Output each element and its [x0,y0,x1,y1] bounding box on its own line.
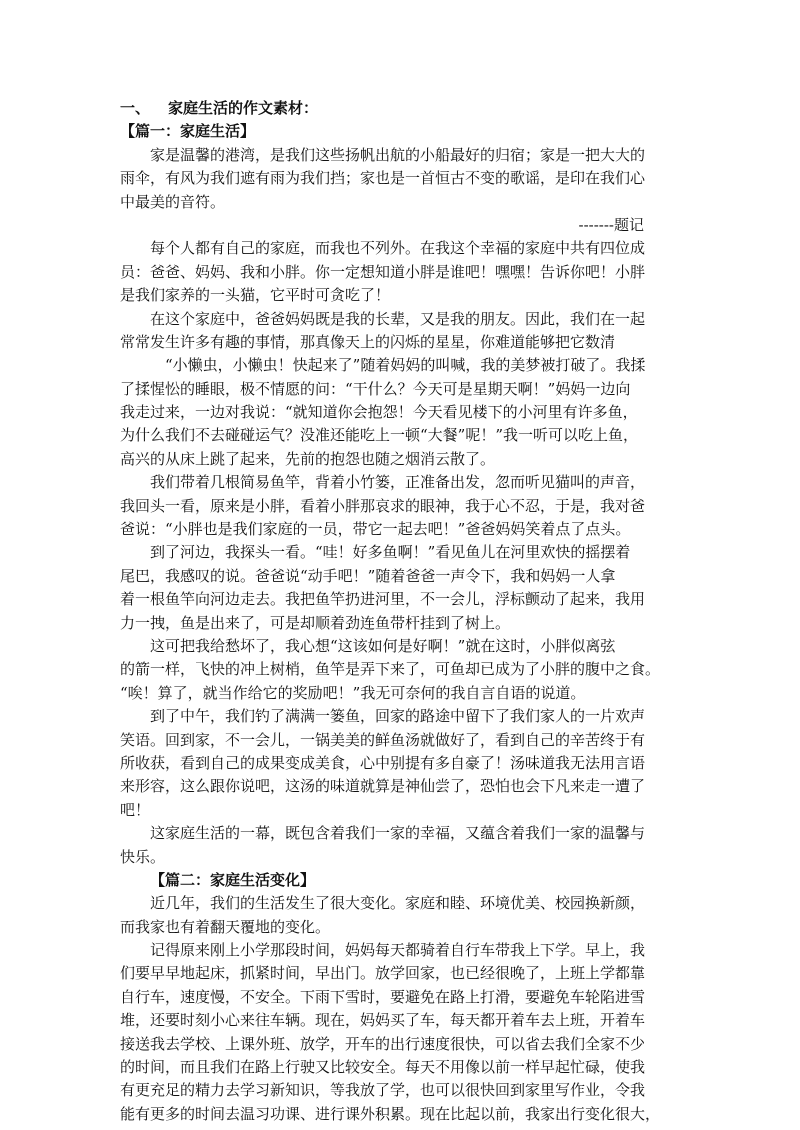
paragraph-line: 这家庭生活的一幕，既包含着我们一家的幸福，又蕴含着我们一家的温馨与 [150,824,646,843]
section-title-1: 【篇一：家庭生活】 [120,122,256,141]
paragraph-line: 这可把我给愁坏了，我心想“这该如何是好啊！”就在这时，小胖似离弦 [150,636,616,655]
paragraph-line: 家是温馨的港湾，是我们这些扬帆出航的小船最好的归宿；家是一把大大的 [150,145,646,164]
main-heading [120,97,680,120]
paragraph-line: 中最美的音符。 [120,192,226,211]
paragraph-line: 常常发生许多有趣的事情，那真像天上的闪烁的星星，你难道能够把它数清 [120,332,616,351]
paragraph-line: 接送我去学校、上课外班、放学，开车的出行速度很快，可以省去我们全家不少 [120,1034,646,1053]
heading-number: 一、 [120,99,151,117]
paragraph-line: 雨伞，有风为我们遮有雨为我们挡；家也是一首恒古不变的歌谣，是印在我们心 [120,169,646,188]
paragraph-line: 笑语。回到家，不一会儿，一锅美美的鲜鱼汤就做好了，看到自己的辛苦终于有 [120,730,646,749]
paragraph-line: 我们带着几根简易鱼竿，背着小竹篓，正准备出发，忽而听见猫叫的声音， [150,473,646,492]
paragraph-line: 为什么我们不去碰碰运气？没准还能吃上一顿“大餐”呢！”我一听可以吃上鱼， [120,426,639,445]
paragraph-line: 而我家也有着翻天覆地的变化。 [120,917,331,936]
epigraph-label: -------题记 [578,215,644,234]
paragraph-line: 尾巴，我感叹的说。爸爸说“动手吧！”随着爸爸一声令下，我和妈妈一人拿 [120,566,616,585]
paragraph-line: 所收获，看到自己的成果变成美食，心中别提有多自豪了！汤味道我无法用言语 [120,753,646,772]
paragraph-line: 力一拽，鱼是出来了，可是却顺着劲连鱼带杆挂到了树上。 [120,613,511,632]
paragraph-line: 着一根鱼竿向河边走去。我把鱼竿扔进河里，不一会儿，浮标颤动了起来，我用 [120,590,646,609]
paragraph-line: 堆，还要时刻小心来往车辆。现在，妈妈买了车，每天都开着车去上班，开着车 [120,1011,646,1030]
paragraph-line: 我走过来，一边对我说：“就知道你会抱怨！今天看见楼下的小河里有许多鱼， [120,403,638,422]
paragraph-line: 们要早早地起床，抓紧时间，早出门。放学回家，也已经很晚了，上班上学都靠 [120,964,646,983]
paragraph-line: 我回头一看，原来是小胖，看着小胖那哀求的眼神，我于心不忍，于是，我对爸 [120,496,646,515]
paragraph-line: 在这个家庭中，爸爸妈妈既是我的长辈，又是我的朋友。因此，我们在一起 [150,309,646,328]
paragraph-line: 到了中午，我们钓了满满一篓鱼，回家的路途中留下了我们家人的一片欢声 [150,707,646,726]
paragraph-line: “唉！算了，就当作给它的奖励吧！”我无可奈何的我自言自语的说道。 [120,683,586,702]
paragraph-line: 高兴的从床上跳了起来，先前的抱怨也随之烟消云散了。 [120,449,496,468]
paragraph-line: 快乐。 [120,847,166,866]
paragraph-line: 自行车，速度慢，不安全。下雨下雪时，要避免在路上打滑，要避免车轮陷进雪 [120,987,646,1006]
document-page [120,97,680,1126]
paragraph-line: 每个人都有自己的家庭，而我也不列外。在我这个幸福的家庭中共有四位成 [150,239,646,258]
paragraph-line: 来形容，这么跟你说吧，这汤的味道就算是神仙尝了，恐怕也会下凡来走一遭了 [120,777,646,796]
paragraph-line: 有更充足的精力去学习新知识，等我放了学，也可以很快回到家里写作业，令我 [120,1081,646,1100]
paragraph-line: 的时间，而且我们在路上行驶又比较安全。每天不用像以前一样早起忙碌，使我 [120,1058,646,1077]
paragraph-line: 员：爸爸、妈妈、我和小胖。你一定想知道小胖是谁吧！嘿嘿！告诉你吧！小胖 [120,262,646,281]
section-title-2: 【篇二：家庭生活变化】 [150,870,316,889]
paragraph-line: 爸说：“小胖也是我们家庭的一员，带它一起去吧！”爸爸妈妈笑着点了点头。 [120,520,631,539]
paragraph-line: 能有更多的时间去温习功课、进行课外积累。现在比起以前，我家出行变化很大， [120,1104,661,1123]
paragraph-line: 吧！ [120,800,151,819]
paragraph-line: 了揉惺忪的睡眼，极不情愿的问：“干什么？今天可是星期天啊！”妈妈一边向 [120,379,631,398]
paragraph-line: 到了河边，我探头一看。“哇！好多鱼啊！”看见鱼儿在河里欢快的摇摆着 [150,543,631,562]
paragraph-line: 是我们家养的一头猫，它平时可贪吃了！ [120,286,391,305]
paragraph-line: “小懒虫，小懒虫！快起来了”随着妈妈的叫喊，我的美梦被打破了。我揉 [165,356,646,375]
paragraph-line: 近几年，我们的生活发生了很大变化。家庭和睦、环境优美、校园换新颜， [150,894,646,913]
paragraph-line: 的箭一样，飞快的冲上树梢，鱼竿是弄下来了，可鱼却已成为了小胖的腹中之食。 [120,660,661,679]
paragraph-line: 记得原来刚上小学那段时间，妈妈每天都骑着自行车带我上下学。早上，我 [150,941,646,960]
heading-text: 家庭生活的作文素材： [168,99,319,117]
